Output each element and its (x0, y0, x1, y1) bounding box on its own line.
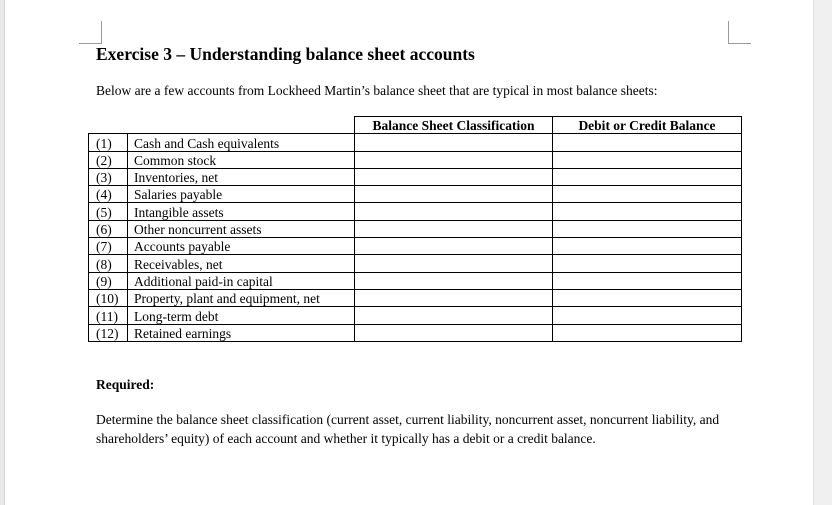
debit-credit-cell[interactable] (553, 151, 742, 168)
debit-credit-cell[interactable] (553, 324, 742, 341)
row-number: (5) (89, 203, 128, 220)
classification-cell[interactable] (355, 238, 553, 255)
classification-cell[interactable] (355, 186, 553, 203)
account-name: Long-term debt (128, 307, 355, 324)
table-row (89, 238, 742, 255)
header-debit-or-credit: Debit or Credit Balance (553, 117, 742, 134)
debit-credit-cell[interactable] (553, 134, 742, 151)
row-number: (2) (89, 151, 128, 168)
debit-credit-cell[interactable] (553, 289, 742, 306)
classification-cell[interactable] (355, 255, 553, 272)
row-number: (11) (89, 307, 128, 324)
account-name: Retained earnings (128, 324, 355, 341)
margin-corner-mark (728, 21, 751, 44)
debit-credit-cell[interactable] (553, 220, 742, 237)
classification-cell[interactable] (355, 289, 553, 306)
debit-credit-cell[interactable] (553, 186, 742, 203)
row-number: (10) (89, 289, 128, 306)
exercise-title: Exercise 3 – Understanding balance sheet accounts (96, 44, 475, 64)
debit-credit-cell[interactable] (553, 272, 742, 289)
account-name: Common stock (128, 151, 355, 168)
required-heading: Required: (96, 377, 155, 392)
table-row (89, 134, 742, 151)
row-number: (3) (89, 168, 128, 185)
table-row (89, 255, 742, 272)
classification-cell[interactable] (355, 168, 553, 185)
table-row (89, 324, 742, 341)
account-name: Receivables, net (128, 255, 355, 272)
row-number: (6) (89, 220, 128, 237)
table-header-row (89, 117, 742, 134)
table-row (89, 289, 742, 306)
row-number: (9) (89, 272, 128, 289)
account-name: Intangible assets (128, 203, 355, 220)
classification-cell[interactable] (355, 324, 553, 341)
classification-cell[interactable] (355, 272, 553, 289)
table-row (89, 272, 742, 289)
header-balance-sheet-classification: Balance Sheet Classification (355, 117, 553, 134)
table-row (89, 307, 742, 324)
table-row (89, 220, 742, 237)
debit-credit-cell[interactable] (553, 238, 742, 255)
account-name: Property, plant and equipment, net (128, 289, 355, 306)
table-row (89, 168, 742, 185)
account-name: Cash and Cash equivalents (128, 134, 355, 151)
required-text: Determine the balance sheet classification (current asset, current liability, noncurrent asset, noncurrent liability, and shareholders’ equity) of each account and whether it typically has a debit or a credit balance. (96, 412, 720, 446)
table-row (89, 151, 742, 168)
account-name: Accounts payable (128, 238, 355, 255)
debit-credit-cell[interactable] (553, 307, 742, 324)
row-number: (8) (89, 255, 128, 272)
table-row (89, 186, 742, 203)
classification-cell[interactable] (355, 203, 553, 220)
margin-corner-mark (79, 21, 102, 44)
header-blank-cell (89, 117, 355, 134)
table-row (89, 203, 742, 220)
classification-cell[interactable] (355, 134, 553, 151)
account-name: Additional paid-in capital (128, 272, 355, 289)
accounts-table (88, 116, 742, 342)
intro-text: Below are a few accounts from Lockheed Martin’s balance sheet that are typical in most balance sheets: (96, 83, 658, 98)
classification-cell[interactable] (355, 220, 553, 237)
row-number: (4) (89, 186, 128, 203)
debit-credit-cell[interactable] (553, 168, 742, 185)
classification-cell[interactable] (355, 307, 553, 324)
row-number: (7) (89, 238, 128, 255)
debit-credit-cell[interactable] (553, 203, 742, 220)
account-name: Salaries payable (128, 186, 355, 203)
account-name: Inventories, net (128, 168, 355, 185)
row-number: (1) (89, 134, 128, 151)
classification-cell[interactable] (355, 151, 553, 168)
row-number: (12) (89, 324, 128, 341)
vertical-scrollbar[interactable] (813, 0, 832, 505)
account-name: Other noncurrent assets (128, 220, 355, 237)
debit-credit-cell[interactable] (553, 255, 742, 272)
